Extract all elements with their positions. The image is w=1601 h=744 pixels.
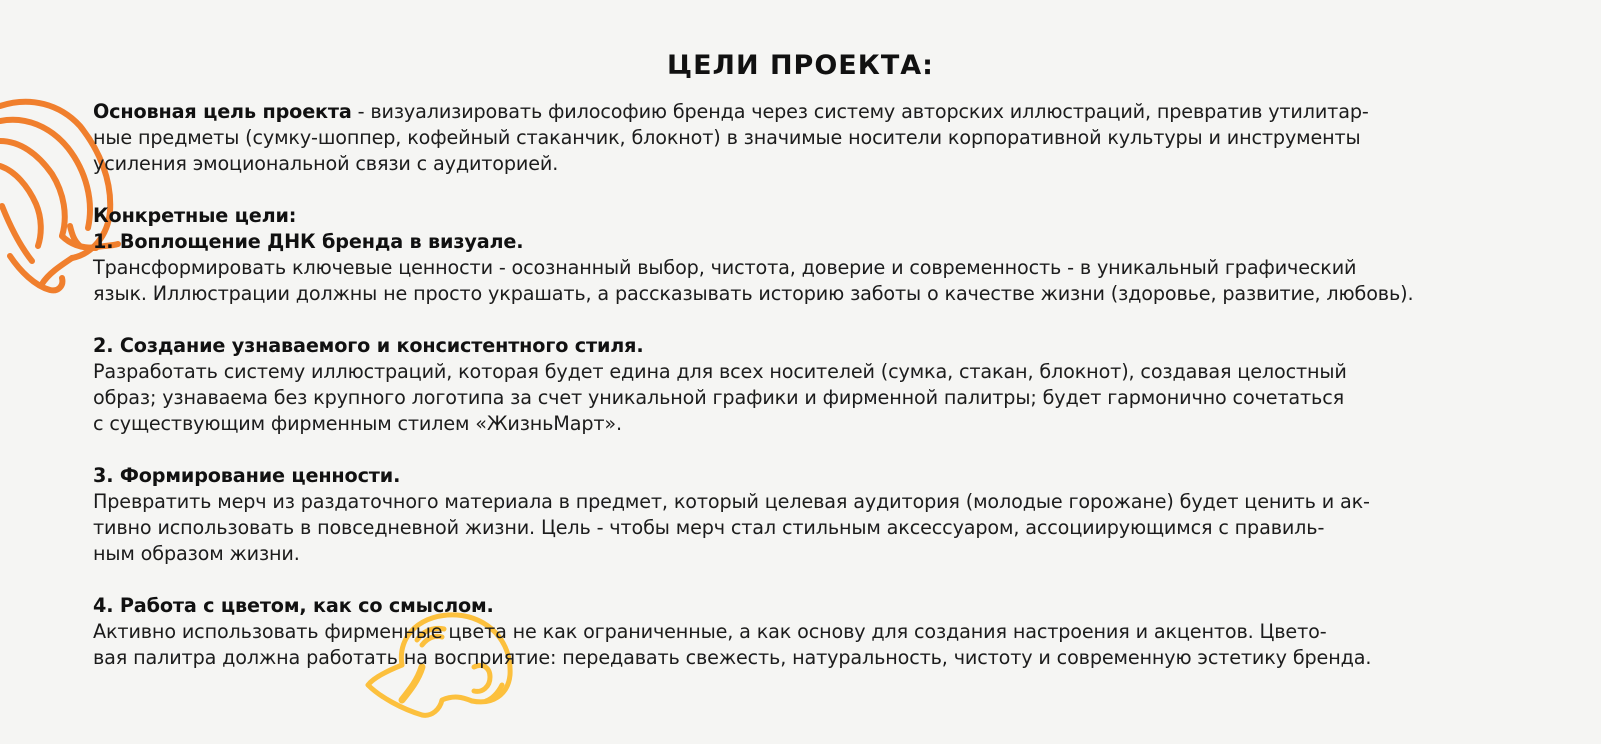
goal-1-text: язык. Иллюстрации должны не просто украшать, а рассказывать историю заботы о качестве жизни (здоровье, развитие, любовь). <box>93 282 1414 305</box>
goal-4-text: вая палитра должна работать на восприятие: передавать свежесть, натуральность, чистоту и современную эстетику бренда. <box>93 646 1372 669</box>
goal-2-heading: 2. Создание узнаваемого и консистентного стиля. <box>93 334 644 357</box>
main-goal-text: усиления эмоциональной связи с аудиторией. <box>93 152 559 175</box>
goal-2-text: Разработать систему иллюстраций, которая будет едина для всех носителей (сумка, стакан, блокнот), создавая целостный <box>93 360 1347 383</box>
goal-3-heading: 3. Формирование ценности. <box>93 464 401 487</box>
goal-3-text: Превратить мерч из раздаточного материала в предмет, который целевая аудитория (молодые горожане) будет ценить и ак- <box>93 490 1370 513</box>
goal-2-text: образ; узнаваема без крупного логотипа за счет уникальной графики и фирменной палитры; будет гармонично сочетаться <box>93 386 1344 409</box>
goal-4-text: Активно использовать фирменные цвета не как ограниченные, а как основу для создания настроения и акцентов. Цвето- <box>93 620 1327 643</box>
main-goal-text: ные предметы (сумку-шоппер, кофейный стаканчик, блокнот) в значимые носители корпоративной культуры и инструменты <box>93 126 1361 149</box>
goal-1-text: Трансформировать ключевые ценности - осознанный выбор, чистота, доверие и современность - в уникальный графический <box>93 256 1357 279</box>
goal-4-heading: 4. Работа с цветом, как со смыслом. <box>93 594 494 617</box>
goal-3-text: ным образом жизни. <box>93 542 300 565</box>
goal-1-heading: 1. Воплощение ДНК бренда в визуале. <box>93 230 524 253</box>
goal-2-text: с существующим фирменным стилем «ЖизньМарт». <box>93 412 622 435</box>
main-goal-text: - визуализировать философию бренда через систему авторских иллюстраций, превратив утилитар- <box>351 100 1369 123</box>
page-title: ЦЕЛИ ПРОЕКТА: <box>667 50 934 81</box>
main-goal-label: Основная цель проекта <box>93 100 352 123</box>
goal-3-text: тивно использовать в повседневной жизни. Цель - чтобы мерч стал стильным аксессуаром, ассоциирующимся с правиль- <box>93 516 1325 539</box>
goals-content <box>93 99 1513 671</box>
main-goal-paragraph <box>93 99 1513 125</box>
specific-goals-heading: Конкретные цели: <box>93 204 297 227</box>
